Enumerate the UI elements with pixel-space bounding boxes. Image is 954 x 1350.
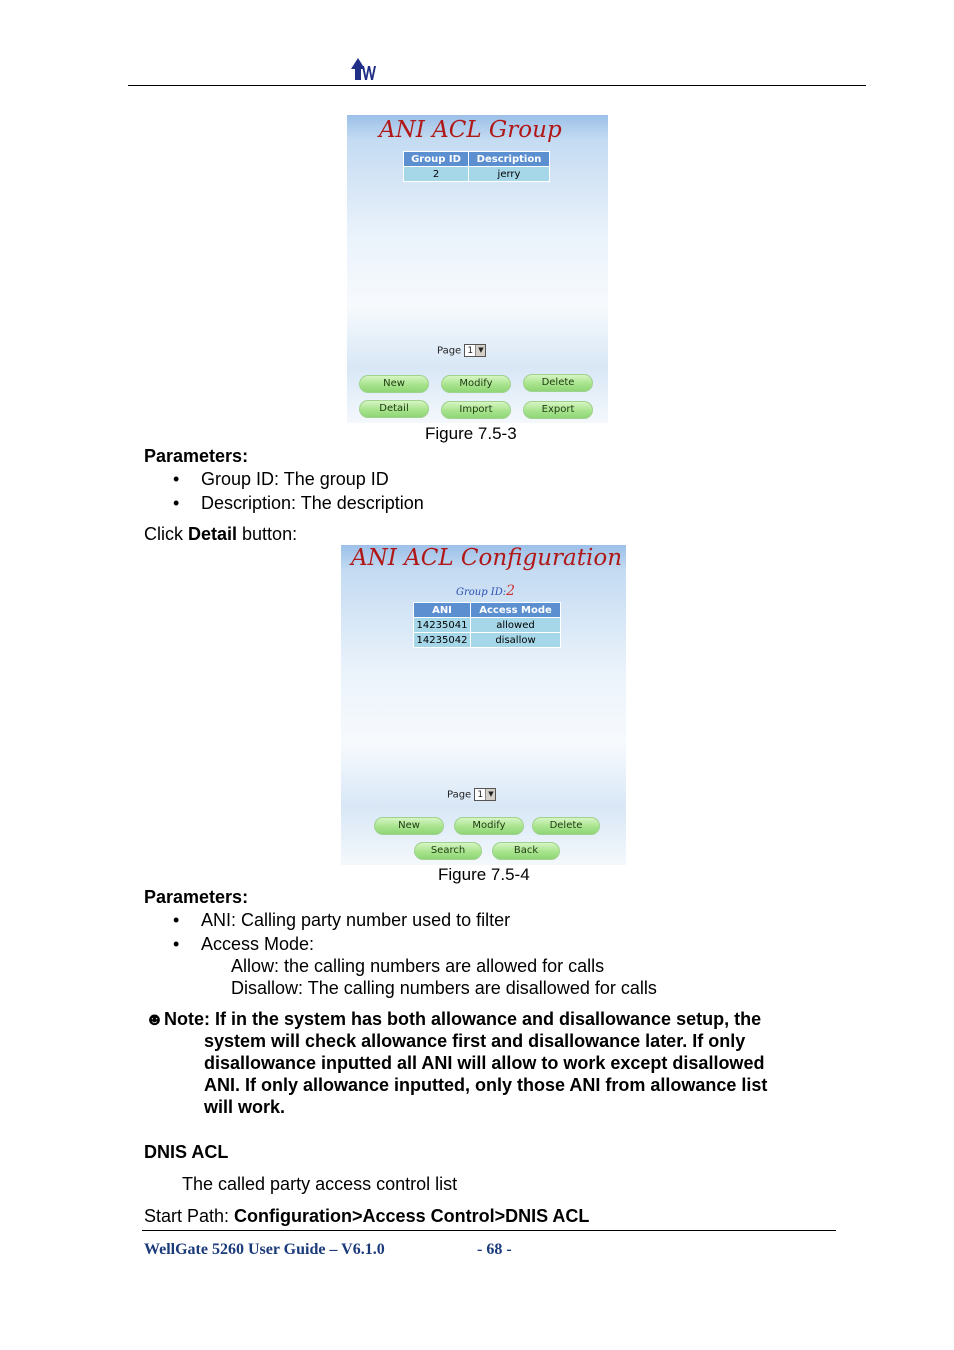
modify-button[interactable]: Modify (441, 375, 511, 393)
table-row[interactable] (414, 618, 561, 633)
pager (447, 788, 496, 801)
export-button[interactable]: Export (523, 401, 593, 419)
footer-guide-title: WellGate 5260 User Guide – V6.1.0 (144, 1241, 385, 1258)
description-cell: jerry (469, 167, 550, 182)
new-button[interactable]: New (359, 375, 429, 393)
chevron-down-icon: ▼ (475, 345, 485, 356)
column-header: Description (469, 152, 550, 167)
page-select[interactable] (464, 344, 486, 357)
table-row[interactable] (414, 633, 561, 648)
page-value: 1 (467, 346, 474, 356)
list-item (173, 469, 389, 490)
start-path-label: Start Path: (144, 1206, 235, 1226)
start-path-value: Configuration>Access Control>DNIS ACL (234, 1206, 590, 1226)
panel-title: ANI ACL Group (379, 117, 562, 143)
group-id-cell: 2 (404, 167, 469, 182)
ani-acl-configuration-screenshot (341, 545, 626, 865)
note-line (145, 1008, 825, 1030)
list-item (173, 910, 511, 931)
delete-button[interactable]: Delete (523, 374, 593, 392)
group-id-value: 2 (506, 583, 516, 599)
footer-rule (142, 1230, 836, 1231)
click-detail-text (144, 524, 297, 545)
parameters-heading: Parameters: (144, 446, 249, 466)
page-select[interactable] (474, 788, 496, 801)
bullet-icon: • (173, 910, 180, 930)
click-bold: Detail (188, 524, 238, 544)
note-text: Note: If in the system has both allowance and disallowance setup, the (163, 1009, 762, 1029)
click-suffix: button: (237, 524, 298, 544)
column-header: Group ID (404, 152, 469, 167)
bullet-icon: • (173, 469, 180, 489)
list-item (173, 934, 315, 955)
note-line: will work. (204, 1097, 286, 1117)
access-mode-cell: allowed (471, 618, 561, 633)
company-logo (349, 56, 379, 87)
group-id-label (456, 583, 515, 599)
note-line: ANI. If only allowance inputted, only those ANI from allowance list (204, 1075, 768, 1095)
note-line: disallowance inputted all ANI will allow to work except disallowed (204, 1053, 765, 1073)
list-item-text: Group ID: The group ID (201, 469, 389, 489)
new-button[interactable]: New (374, 817, 444, 835)
ani-acl-group-screenshot (347, 115, 608, 423)
ani-cell: 14235041 (414, 618, 471, 633)
section-description: The called party access control list (182, 1174, 458, 1194)
header-rule (128, 85, 866, 86)
column-header: Access Mode (471, 603, 561, 618)
search-button[interactable]: Search (414, 842, 482, 860)
panel-title: ANI ACL Configuration (351, 545, 623, 571)
note-line: system will check allowance first and disallowance later. If only (204, 1031, 746, 1051)
page-label: Page (447, 789, 472, 801)
footer-page-number: - 68 - (477, 1241, 512, 1258)
chevron-down-icon: ▼ (485, 789, 495, 800)
section-heading: DNIS ACL (144, 1142, 229, 1162)
smiley-icon: ☻ (145, 1009, 164, 1029)
list-item (173, 493, 424, 514)
group-table (403, 151, 550, 182)
click-prefix: Click (144, 524, 188, 544)
list-item-text: Description: The description (201, 493, 424, 513)
list-item-text: ANI: Calling party number used to filter (201, 910, 511, 930)
column-header: ANI (414, 603, 471, 618)
import-button[interactable]: Import (441, 401, 511, 419)
figure-caption: Figure 7.5-4 (438, 865, 530, 884)
bullet-icon: • (173, 934, 180, 954)
group-id-label-text: Group ID: (456, 587, 507, 598)
page-footer (144, 1241, 512, 1259)
pager (437, 344, 486, 357)
modify-button[interactable]: Modify (454, 817, 524, 835)
detail-button[interactable]: Detail (359, 400, 429, 418)
ani-table (413, 602, 561, 648)
start-path (144, 1206, 589, 1227)
delete-button[interactable]: Delete (532, 817, 600, 835)
note-block (145, 1008, 825, 1118)
parameters-heading: Parameters: (144, 887, 249, 907)
figure-caption: Figure 7.5-3 (425, 424, 517, 443)
sub-item: Allow: the calling numbers are allowed for calls (231, 956, 605, 976)
page-label: Page (437, 345, 462, 357)
sub-item: Disallow: The calling numbers are disallowed for calls (231, 978, 657, 998)
ani-cell: 14235042 (414, 633, 471, 648)
access-mode-cell: disallow (471, 633, 561, 648)
back-button[interactable]: Back (492, 842, 560, 860)
list-item-text: Access Mode: (201, 934, 315, 954)
bullet-icon: • (173, 493, 180, 513)
page-value: 1 (477, 790, 484, 800)
table-row[interactable] (404, 167, 550, 182)
